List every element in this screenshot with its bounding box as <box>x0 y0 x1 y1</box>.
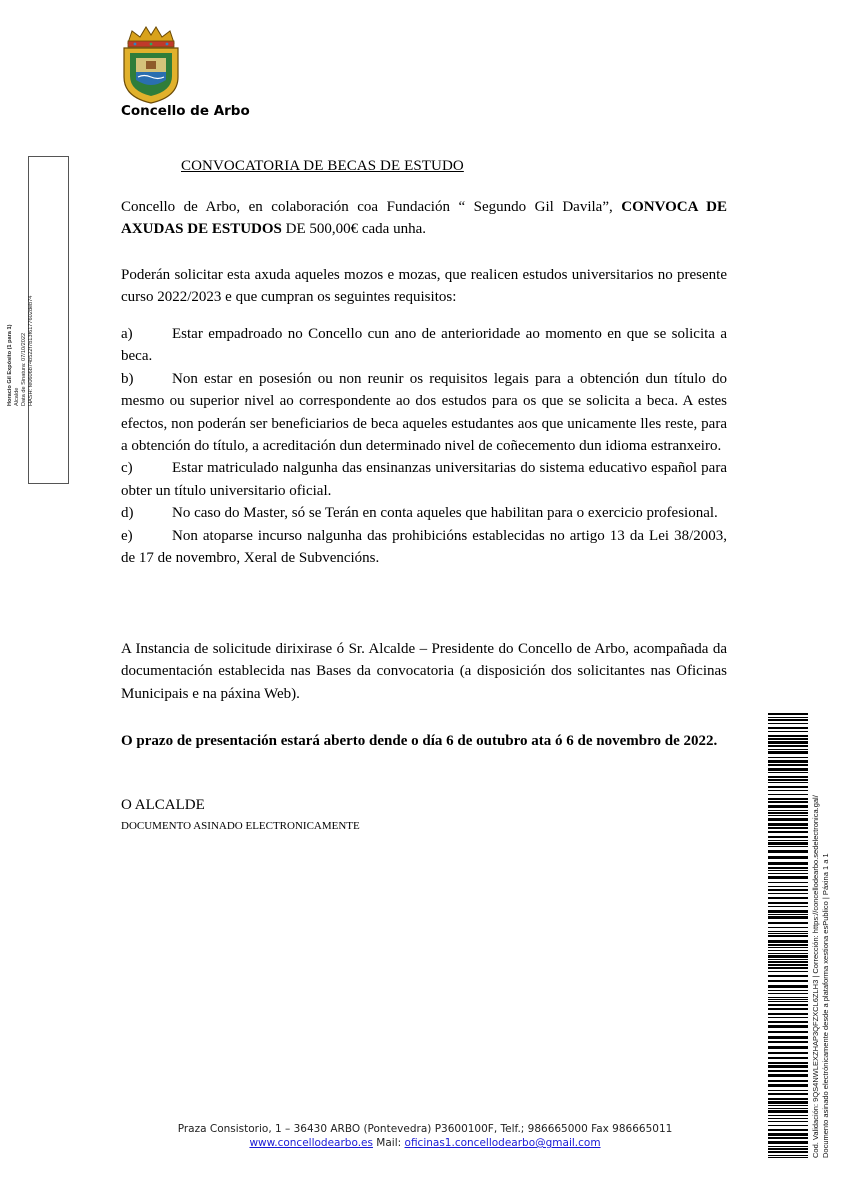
website-link[interactable]: www.concellodearbo.es <box>249 1137 373 1149</box>
requirement-item: d) No caso do Master, só se Terán en conta aqueles que habilitan para o exercicio profesional. <box>121 505 718 522</box>
barcode-icon <box>768 713 808 1159</box>
mail-label: Mail: <box>372 1137 405 1149</box>
requirement-item: a) Estar empadroado no Concello cun ano de anterioridade ao momento en que se solicita a beca. <box>121 326 727 365</box>
eligibility-paragraph: Poderán solicitar esta axuda aqueles mozos e mozas, que realicen estudos universitarios no presente curso 2022/2023 e que cumpran os seguintes requisitos: <box>121 267 727 306</box>
intro-text: Concello de Arbo, en colaboración coa Fundación “ Segundo Gil Davila”, <box>121 199 622 215</box>
signature-date: Data de Sinatura: 07/10/2022 <box>21 332 27 406</box>
signed-note: DOCUMENTO ASINADO ELECTRONICAMENTE <box>121 820 360 832</box>
mayor-title: O ALCALDE <box>121 797 205 813</box>
requirement-item: c) Estar matriculado nalgunha das ensinanzas universitarias do sistema educativo español para obter un título universitario oficial. <box>121 460 727 499</box>
footer-contact <box>100 1136 750 1150</box>
instance-paragraph: A Instancia de solicitude dirixirase ó Sr. Alcalde – Presidente do Concello de Arbo, acompañada da documentación establecida nas Bases da convocatoria (a disposición dos solicitantes nas Oficinas Municipais e na páxina Web). <box>121 641 727 702</box>
intro-paragraph <box>121 196 727 241</box>
signer-role: Alcalde <box>14 387 20 406</box>
intro-end: DE 500,00€ cada unha. <box>281 221 427 238</box>
intro-bold: CONVOCA DE AXUDAS DE ESTUDOS <box>121 199 727 238</box>
requirements-list <box>121 323 727 569</box>
requirement-item: e) Non atoparse incurso nalgunha das prohibicións establecidas no artigo 13 da Lei 38/2003, de 17 de novembro, Xeral de Subvencións. <box>121 527 727 567</box>
deadline-paragraph: O prazo de presentación estará aberto dende o día 6 de outubro ata ó 6 de novembro de 2022. <box>121 733 718 749</box>
validation-platform: Documento asinado electrónicamente desde a plataforma xestiona esPublico | Páxina 1 a 1 <box>820 853 830 1158</box>
requirement-item: b) Non estar en posesión ou non reunir os requisitos legais para a obtención dun título do mesmo ou superior nivel ao correspondente ao dos estudos para os que se solicita a beca. A estes efectos, non poderán ser beneficiarios de beca aqueles estudantes aos que unicamente lles reste, para a obtención do título, a acreditación dun determinado nivel de coñecemento dun idioma estranxeiro. <box>121 370 727 455</box>
footer-address: Praza Consistorio, 1 – 36430 ARBO (Pontevedra) P3600100F, Telf.; 986665000 Fax 986665011 <box>177 1123 673 1135</box>
footer <box>100 1122 750 1150</box>
entity-name: Concello de Arbo <box>121 103 250 119</box>
validation-code: Cod. Validación: 9QS4NWLEXZHAP3QFZXCL6ZLH3 | Corrección: https://concellodearbo.sedelectronica.gal/ <box>811 795 820 1158</box>
signature-hash: HASH: fe0606b74b522f7b13f6177602deb74 <box>28 295 34 406</box>
email-link[interactable]: oficinas1.concellodearbo@gmail.com <box>404 1137 601 1149</box>
document-title: CONVOCATORIA DE BECAS DE ESTUDO <box>181 158 464 174</box>
coat-of-arms-icon <box>118 25 184 105</box>
signer-name: Horacio Gil Expósito (1 para 1) <box>7 324 13 406</box>
